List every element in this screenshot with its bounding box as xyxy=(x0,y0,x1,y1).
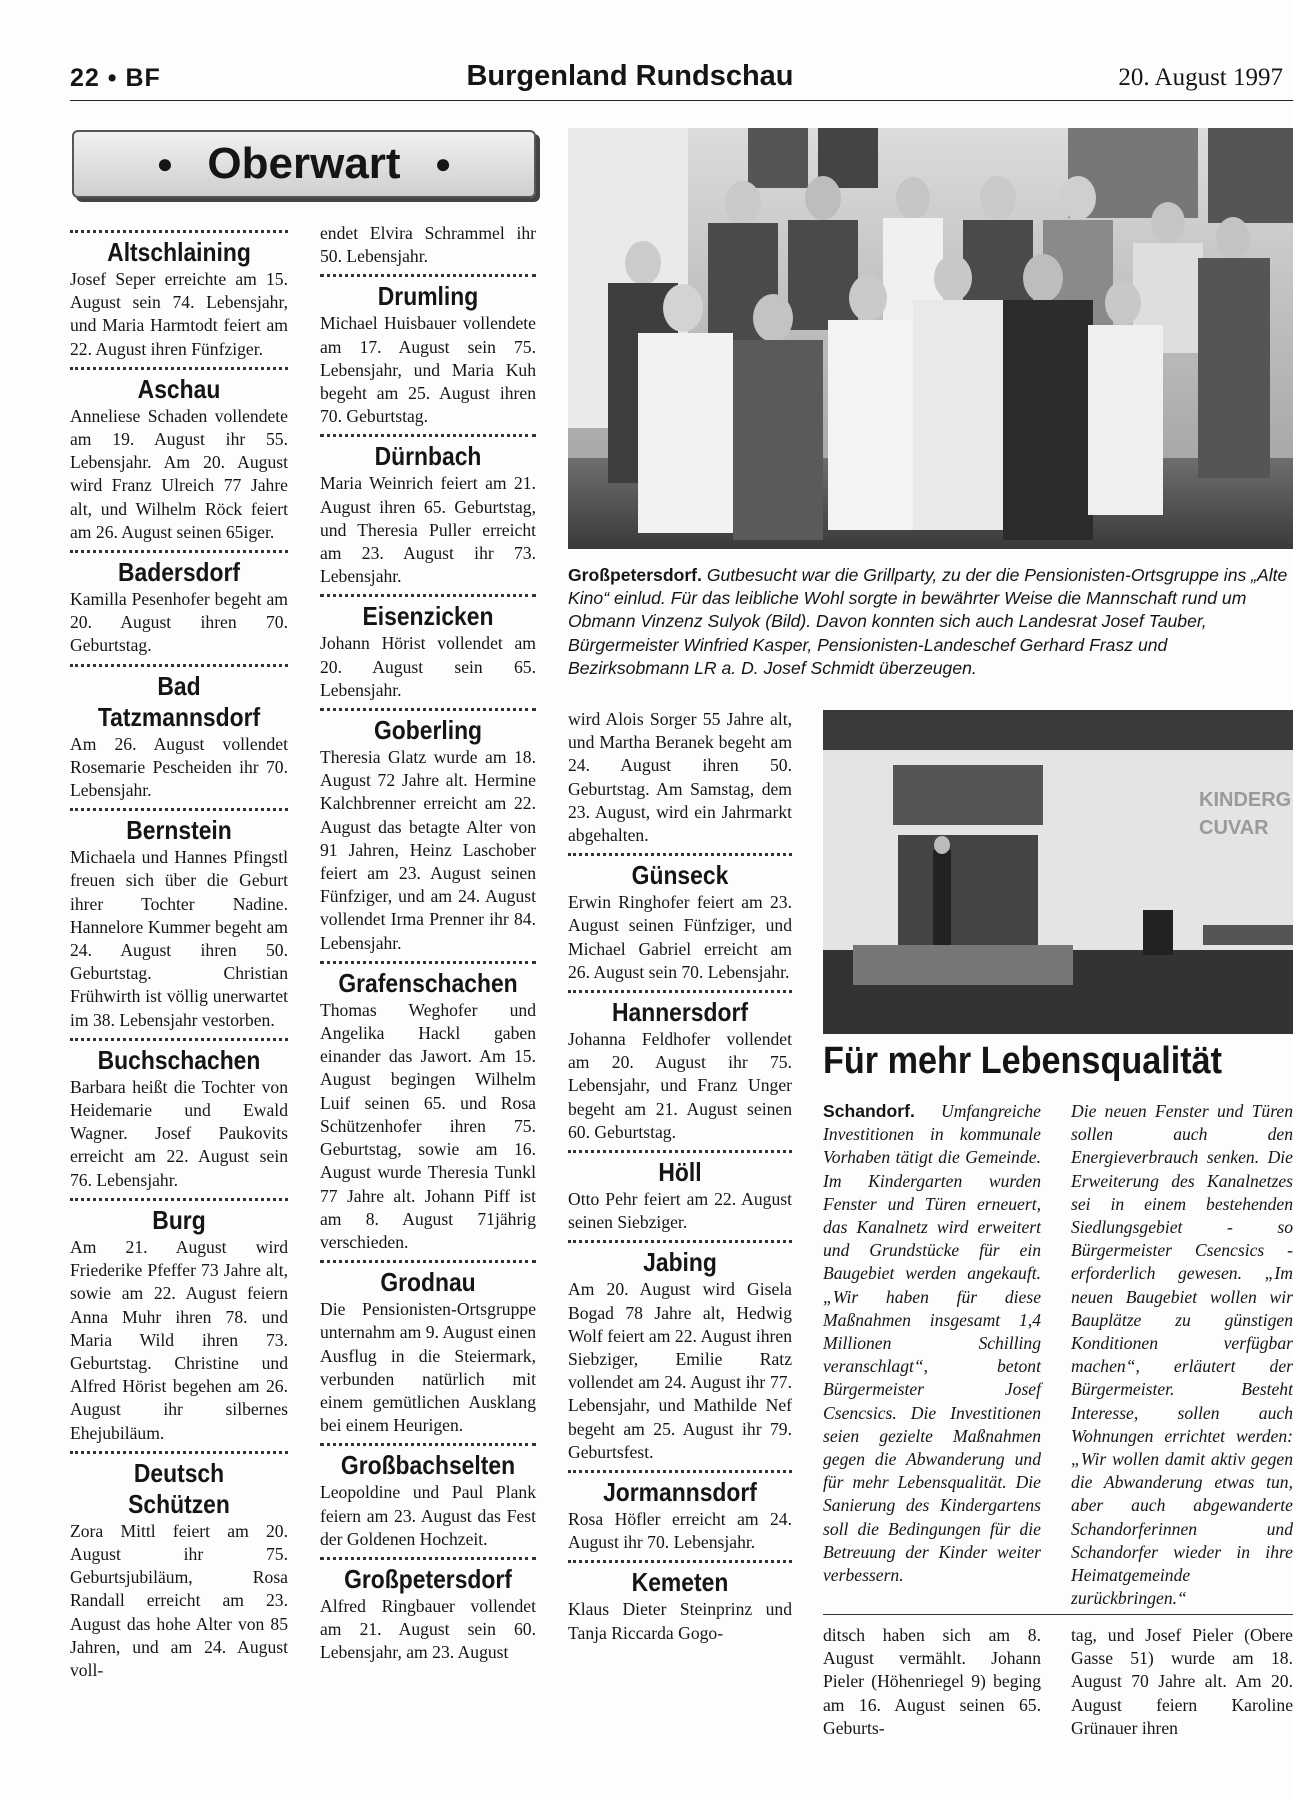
kindergarten-photo xyxy=(823,710,1293,1034)
column-1 xyxy=(70,224,288,1682)
town-heading: Bernstein xyxy=(126,815,232,846)
column-2 xyxy=(320,222,536,1665)
caption-place: Großpetersdorf. xyxy=(568,565,702,585)
story-text-b: Die neuen Fenster und Türen sollen auch den Energieverbrauch senken. Die Erweiterung des Kanalnetzes sei in einem bestehenden Siedlungsgebiet - so Bürgermeister Csencsics - erforderlich gewesen. „Im neuen Baugebiet wollen wir Bauplätze zu günstigen Konditionen verfügbar machen“, erläutert der Bürgermeister. Besteht Interesse, sollen auch Wohnungen errichtet werden: „Wir wollen damit aktiv gegen die Abwanderung etwas tun, aber auch abgewanderte Schandorferinnen und Schandorfer wieder in ihre Heimatgemeinde zurückbringen.“ xyxy=(1071,1101,1293,1609)
town-news-text: Michaela und Hannes Pfingstl freuen sich über die Geburt ihrer Tochter Nadine. Hannelore Kummer begeht am 24. August ihren 50. Geburtstag. Christian Frühwirth ist völlig unerwartet im 38. Lebensjahr vestorben. xyxy=(70,847,288,1030)
town-news-text: Barbara heißt die Tochter von Heidemarie und Ewald Wagner. Josef Paukovits erreicht am 22. August sein 76. Lebensjahr. xyxy=(70,1076,288,1190)
town-news-text: Anneliese Schaden vollendete am 19. August ihr 55. Lebensjahr. Am 20. August wird Franz Ulreich 77 Jahre alt, und Wilhelm Röck feiert am 26. August seinen 65iger. xyxy=(70,405,288,542)
story-bottom-rule xyxy=(823,1614,1293,1615)
town-heading: Deutsch Schützen xyxy=(128,1457,230,1519)
dotted-separator xyxy=(320,1557,536,1560)
town-news-text: Rosa Höfler erreicht am 24. August ihr 70. Lebensjahr. xyxy=(568,1509,792,1553)
section-title-box xyxy=(72,130,536,198)
town-heading: Hannersdorf xyxy=(611,997,749,1028)
town-news-text: Klaus Dieter Steinprinz und Tanja Riccarda Gogo- xyxy=(568,1599,792,1643)
bullet-icon: ● xyxy=(434,148,452,179)
story-column-b xyxy=(1071,1100,1293,1610)
town-news-text: Alfred Ringbauer vollendet am 21. August sein 60. Lebensjahr, am 23. August xyxy=(320,1595,536,1663)
town-news-text: Leopoldine und Paul Plank feiern am 23. August das Fest der Goldenen Hochzeit. xyxy=(320,1482,536,1549)
town-heading: Großbachselten xyxy=(340,1450,516,1481)
town-heading: Aschau xyxy=(137,373,221,404)
town-heading: Grodnau xyxy=(380,1267,476,1298)
dotted-separator xyxy=(70,230,288,233)
column-3 xyxy=(568,708,792,1645)
sign-text-1: KINDERG xyxy=(1199,789,1292,811)
town-heading: Bad Tatzmannsdorf xyxy=(97,670,261,732)
town-heading: Dürnbach xyxy=(374,441,482,472)
town-heading: Goberling xyxy=(373,715,483,746)
town-heading: Günseck xyxy=(631,860,729,891)
dotted-separator xyxy=(70,367,288,370)
dotted-separator xyxy=(568,1240,792,1243)
town-news-text: Kamilla Pesenhofer begeht am 20. August ihren 70. Geburtstag. xyxy=(70,589,288,656)
town-heading: Badersdorf xyxy=(117,557,241,588)
town-news-text: Die Pensionisten-Ortsgruppe unternahm am 9. August einen Ausflug in die Steiermark, verbunden natürlich mit einem gemütlichen Ausklang bei einem Heurigen. xyxy=(320,1299,536,1436)
column-4 xyxy=(823,1624,1041,1740)
town-heading: Jormannsdorf xyxy=(603,1477,757,1508)
dotted-separator xyxy=(320,961,536,964)
town-news-text: Michael Huisbauer vollendete am 17. August sein 75. Lebensjahr, und Maria Kuh begeht am 25. August ihren 70. Geburtstag. xyxy=(320,313,536,427)
sign-text-2: CUVAR xyxy=(1199,817,1269,839)
column-5 xyxy=(1071,1624,1293,1740)
town-news-text: Josef Seper erreichte am 15. August sein 74. Lebensjahr, und Maria Harmtodt feiert am 22. August ihren Fünfziger. xyxy=(70,269,288,359)
town-heading: Grafenschachen xyxy=(338,967,518,998)
story-headline: Für mehr Lebensqualität xyxy=(823,1040,1223,1082)
column-5-text: tag, und Josef Pieler (Obere Gasse 51) wurde am 18. August 70 Jahre alt. Am 20. August feiern Karoline Grünauer ihren xyxy=(1071,1625,1293,1738)
story-place: Schandorf. xyxy=(823,1101,915,1121)
group-photo-caption xyxy=(568,564,1290,680)
town-news-text: Am 26. August vollendet Rosemarie Pescheiden ihr 70. Lebensjahr. xyxy=(70,733,288,801)
dotted-separator xyxy=(70,1038,288,1041)
town-news-text: Maria Weinrich feiert am 21. August ihren 65. Geburtstag, und Theresia Puller erreicht am 23. August ihr 73. Lebensjahr. xyxy=(320,473,536,587)
column-3-entries xyxy=(568,853,792,1645)
dotted-separator xyxy=(70,1451,288,1454)
bullet-icon: ● xyxy=(156,148,174,179)
town-news-text: Otto Pehr feiert am 22. August seinen Siebziger. xyxy=(568,1189,792,1233)
dotted-separator xyxy=(320,274,536,277)
town-news-text: Thomas Weghofer und Angelika Hackl gaben einander das Jawort. Am 15. August begingen Wilhelm Luif seinen 65. und Rosa Schützenhofer ihren 75. Geburtstag, sowie am 16. August wurde Theresia Tunkl 77 Jahre alt. Johann Piff ist am 8. August 71jährig verschieden. xyxy=(320,999,536,1252)
dotted-separator xyxy=(320,434,536,437)
column-2-lead: endet Elvira Schrammel ihr 50. Lebensjahr. xyxy=(320,223,536,267)
caption-text: Gutbesucht war die Grillparty, zu der die Pensionisten-Ortsgruppe ins „Alte Kino“ einlud. Für das leibliche Wohl sorgte in bewährter Weise die Mannschaft rund um Obmann Vinzenz Sulyok (Bild). Davon konnten sich auch Landesrat Josef Tauber, Bürgermeister Winfried Kasper, Pensionisten-Landeschef Gerhard Frasz und Bezirksobmann LR a. D. Josef Schmidt überzeugen. xyxy=(568,565,1288,678)
town-news-text: Zora Mittl feiert am 20. August ihr 75. Geburtsjubiläum, Rosa Randall erreicht am 23. August das hohe Alter von 85 Jahren, und am 24. August voll- xyxy=(70,1520,288,1680)
town-heading: Altschlaining xyxy=(107,237,251,267)
kindergarten-photo-image xyxy=(823,710,1293,1034)
dotted-separator xyxy=(568,990,792,993)
dotted-separator xyxy=(320,594,536,597)
town-news-text: Johann Hörist vollendet am 20. August sein 65. Lebensjahr. xyxy=(320,633,536,700)
town-news-text: Am 21. August wird Friederike Pfeffer 73 Jahre alt, sowie am 22. August feiern Anna Muhr ihren 78. und Maria Wild ihren 73. Geburtstag. Christine und Alfred Hörist begehen am 26. August ihr silbernes Ehejubiläum. xyxy=(70,1236,288,1443)
header-rule xyxy=(70,100,1293,101)
dotted-separator xyxy=(70,1198,288,1201)
dotted-separator xyxy=(568,853,792,856)
issue-date: 20. August 1997 xyxy=(1118,64,1283,91)
group-photo-image xyxy=(568,128,1293,549)
town-heading: Eisenzicken xyxy=(362,601,494,632)
page-number: 22 • BF xyxy=(70,64,161,92)
column-2-entries xyxy=(320,274,536,1664)
town-heading: Buchschachen xyxy=(97,1044,261,1075)
town-news-text: Johanna Feldhofer vollendet am 20. August ihr 75. Lebensjahr, und Franz Unger begeht am 21. August seinen 60. Geburtstag. xyxy=(568,1029,792,1142)
dotted-separator xyxy=(568,1560,792,1563)
town-heading: Burg xyxy=(152,1204,206,1235)
dotted-separator xyxy=(70,550,288,553)
newspaper-title: Burgenland Rundschau xyxy=(466,60,794,92)
town-news-text: Am 20. August wird Gisela Bogad 78 Jahre alt, Hedwig Wolf feiert am 22. August ihren Siebziger, Emilie Ratz vollendet am 24. August ihr 77. Lebensjahr, und Mathilde Nef begeht am 25. August ihr 79. Geburtsfest. xyxy=(568,1279,792,1462)
town-heading: Drumling xyxy=(377,281,479,312)
town-heading: Kemeten xyxy=(631,1567,729,1598)
dotted-separator xyxy=(320,1443,536,1446)
town-heading: Jabing xyxy=(643,1247,717,1278)
story-text-a: Umfangreiche Investitionen in kommunale Vorhaben tätigt die Gemeinde. Im Kindergarten wurden Fenster und Türen erneuert, das Kanalnetz wird erweitert und Grundstücke für ein Baugebiet werden angekauft. „Wir haben für diese Maßnahmen insgesamt 1,4 Millionen Schilling veranschlagt“, betont Bürgermeister Josef Csencsics. Die Investitionen seien gezielte Maßnahmen gegen die Abwanderung und für mehr Lebensqualität. Die Sanierung des Kindergartens soll die Bedingungen für die Betreuung der Kinder weiter verbessern. xyxy=(823,1101,1041,1586)
column-3-lead: wird Alois Sorger 55 Jahre alt, und Martha Beranek begeht am 24. August ihren 50. Geburtstag. Am Samstag, dem 23. August, wird ein Jahrmarkt abgehalten. xyxy=(568,709,792,846)
town-heading: Höll xyxy=(658,1157,702,1188)
section-title: Oberwart xyxy=(207,139,401,188)
town-heading: Großpetersdorf xyxy=(344,1563,512,1594)
group-photo xyxy=(568,128,1293,549)
story-column-a xyxy=(823,1100,1041,1587)
page-header xyxy=(0,0,1293,104)
dotted-separator xyxy=(70,808,288,811)
dotted-separator xyxy=(568,1470,792,1473)
column-4-text: ditsch haben sich am 8. August vermählt. Johann Pieler (Höhenriegel 9) beging am 16. August seinen 65. Geburts- xyxy=(823,1625,1041,1738)
dotted-separator xyxy=(70,664,288,667)
dotted-separator xyxy=(320,1260,536,1263)
town-news-text: Erwin Ringhofer feiert am 23. August seinen Fünfziger, und Michael Gabriel erreicht am 26. August sein 70. Lebensjahr. xyxy=(568,892,792,982)
dotted-separator xyxy=(568,1150,792,1153)
town-news-text: Theresia Glatz wurde am 18. August 72 Jahre alt. Hermine Kalchbrenner erreicht am 22. August das betagte Alter von 91 Jahren, Heinz Laschober feiert am 23. August seinen Fünfziger, und am 24. August vollendet Irma Prenner ihr 84. Lebensjahr. xyxy=(320,747,536,953)
dotted-separator xyxy=(320,708,536,711)
